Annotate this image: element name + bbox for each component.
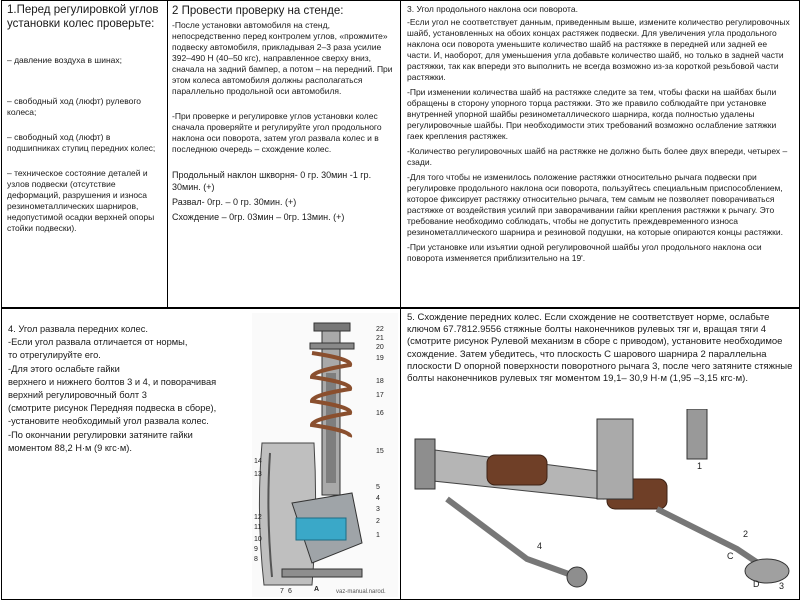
- stand-check-para-1: -После установки автомобиля на стенд, непосредственно перед контролем углов, «прожмите» подвеску автомобиля, прикладывая 2–3 раза усилие 392–490 Н (40–50 кгс), направленное сверху вниз, сначала на задний бампер, а потом – на передний. При этом колеса автомобиля должны располагаться параллельно продольной оси автомобиля.: [172, 20, 393, 96]
- fig4-label-3: 3: [376, 506, 380, 513]
- fig4-label-11: 11: [254, 524, 262, 531]
- camber-line-6: верхний регулировочный болт 3: [8, 390, 147, 401]
- fig4-label-9: 9: [254, 546, 258, 553]
- fig4-label-21: 21: [376, 335, 384, 342]
- toe-norm: Схождение – 0гр. 03мин – 0гр. 13мин. (+): [172, 212, 345, 222]
- caster-para-1: -Если угол не соответствует данным, приведенным выше, измените количество регулировочных шайб, установленных на обоих концах растяжек подвески. Для увеличения угла продольного наклона оси поворота уменьшите количество шайб на растяжке в передней или задней ее части. И, наоборот, для уменьшения угла добавьте количество шайб, но только в задней части растяжки, так как впереди это выполнить не всегда возможно из-за короткой резьбовой части растяжки.: [407, 17, 790, 82]
- caster-heading: 3. Угол продольного наклона оси поворота.: [407, 4, 578, 14]
- caster-para-5: -При установке или изъятии одной регулировочной шайбы угол продольного наклона оси поворота изменяется приблизительно на 19'.: [407, 242, 762, 263]
- cell-caster: [400, 0, 800, 308]
- camber-line-9: -По окончании регулировки затяните гайки: [8, 429, 193, 440]
- front-suspension-figure: [252, 313, 398, 597]
- precheck-item-tire-pressure: – давление воздуха в шинах;: [7, 55, 123, 65]
- camber-text: [8, 323, 258, 455]
- fig4-label-2: 2: [376, 518, 380, 525]
- fig5-label-c: C: [727, 551, 734, 561]
- fig4-label-10: 10: [254, 536, 262, 543]
- fig5-label-2: 2: [743, 529, 749, 539]
- fig4-label-20: 20: [376, 344, 384, 351]
- fig4-label-18: 18: [376, 378, 384, 385]
- fig5-label-3: 3: [779, 581, 785, 591]
- fig4-label-7: 7: [280, 588, 284, 595]
- steering-mechanism-figure: [407, 409, 795, 597]
- camber-line-5: верхнего и нижнего болтов 3 и 4, и поворачивая: [8, 376, 217, 387]
- caster-para-2: -При изменении количества шайб на растяжке следите за тем, чтобы фаски на шайбах были обращены в сторону упорного торца растяжки. Это же правило соблюдайте при установке внутренней упорной шайбы резинометаллического шарнира, когда полностью удалены регулировочные шайбы. При необходимости этих требований возможно ослабление затяжки гаек крепления растяжек.: [407, 87, 777, 141]
- fig4-label-8: 8: [254, 556, 258, 563]
- camber-line-4: -Для этого ослабьте гайки: [8, 363, 120, 374]
- caster-para-3: -Количество регулировочных шайб на растяжке не должно быть более двух впереди, четырех – сзади.: [407, 146, 788, 167]
- stand-check-heading: 2 Провести проверку на стенде:: [172, 5, 344, 17]
- camber-line-7: (смотрите рисунок Передняя подвеска в сборе),: [8, 403, 217, 414]
- toe-text: 5. Схождение передних колес. Если схождение не соответствует норме, ослабьте ключом 67.7812.9556 стяжные болты наконечников рулевых тяг и, вращая тяги 4 (смотрите рисунок Рулевой механизм в сборе с приводом), установите необходимое схождение. Затем убедитесь, что плоскость С шарового шарнира 2 параллельна плоскости D опорной поверхности поворотного рычага 3, после чего затяните стяжные болты наконечников рулевых тяг моментом 19,1– 30,9 Н·м (1,95 –3,15 кгс·м).: [407, 312, 793, 385]
- fig4-label-17: 17: [376, 392, 384, 399]
- cell-toe: [400, 308, 800, 600]
- fig4-watermark: vaz-manual.narod.: [336, 589, 386, 595]
- precheck-item-suspension-state: – техническое состояние деталей и узлов подвески (отсутствие деформаций, разрушения и износа резинометаллических шарниров, недопустимой осадки верхней опоры стойки подвески).: [7, 168, 155, 233]
- fig4-label-13: 13: [254, 471, 262, 478]
- fig4-label-1: 1: [376, 532, 380, 539]
- precheck-item-hub-bearing-play: – свободный ход (люфт) в подшипниках ступиц передних колес;: [7, 132, 156, 153]
- camber-line-3: то отрегулируйте его.: [8, 350, 101, 361]
- camber-line-8: -установите необходимый угол развала колес.: [8, 416, 209, 427]
- stand-check-para-2: -При проверке и регулировке углов установки колес сначала проверяйте и регулируйте угол продольного наклона оси поворота, затем угол развала колес и в последнюю очередь – схождение колес.: [172, 111, 382, 154]
- cell-camber: [1, 308, 401, 600]
- fig4-label-15: 15: [376, 448, 384, 455]
- fig4-label-14: 14: [254, 458, 262, 465]
- camber-line-2: -Если угол развала отличается от нормы,: [8, 337, 188, 348]
- cell-stand-check: [167, 0, 401, 308]
- caster-para-4: -Для того чтобы не изменилось положение растяжки относительно рычага подвески при регулировке продольного наклона оси поворота, пользуйтесь специальным приспособлением, которое фиксирует растяжку относительно рычага, тем самым не позволяет поворачиваться растяжке от воздействия усилий при заворачивании гайки крепления растяжки к рычагу. Это требование необходимо соблюдать, чтобы не допустить преждевременного износа резинометаллического шарнира и резиновой подушки, на которые опираются концы растяжки.: [407, 172, 783, 237]
- camber-norm: Развал- 0гр. – 0 гр. 30мин. (+): [172, 197, 297, 207]
- fig5-label-1: 1: [697, 461, 703, 471]
- fig5-label-d: D: [753, 579, 760, 589]
- fig5-label-4: 4: [537, 541, 543, 551]
- fig4-label-12: 12: [254, 514, 262, 521]
- precheck-item-steering-play: – свободный ход (люфт) рулевого колеса;: [7, 96, 142, 117]
- fig4-label-4: 4: [376, 495, 380, 502]
- fig4-label-6: 6: [288, 588, 292, 595]
- fig4-label-16: 16: [376, 410, 384, 417]
- caster-norm: Продольный наклон шкворня- 0 гр. 30мин -1 гр. 30мин. (+): [172, 170, 372, 192]
- precheck-heading: 1.Перед регулировкой углов установки колес проверьте:: [7, 4, 159, 30]
- cell-precheck: [1, 0, 168, 308]
- camber-line-1: 4. Угол развала передних колес.: [8, 324, 148, 334]
- camber-line-10: моментом 88,2 Н·м (9 кгс·м).: [8, 442, 132, 453]
- fig4-label-19: 19: [376, 355, 384, 362]
- fig4-letter-a: A: [314, 586, 320, 593]
- fig4-label-22: 22: [376, 326, 384, 333]
- fig4-label-5: 5: [376, 484, 380, 491]
